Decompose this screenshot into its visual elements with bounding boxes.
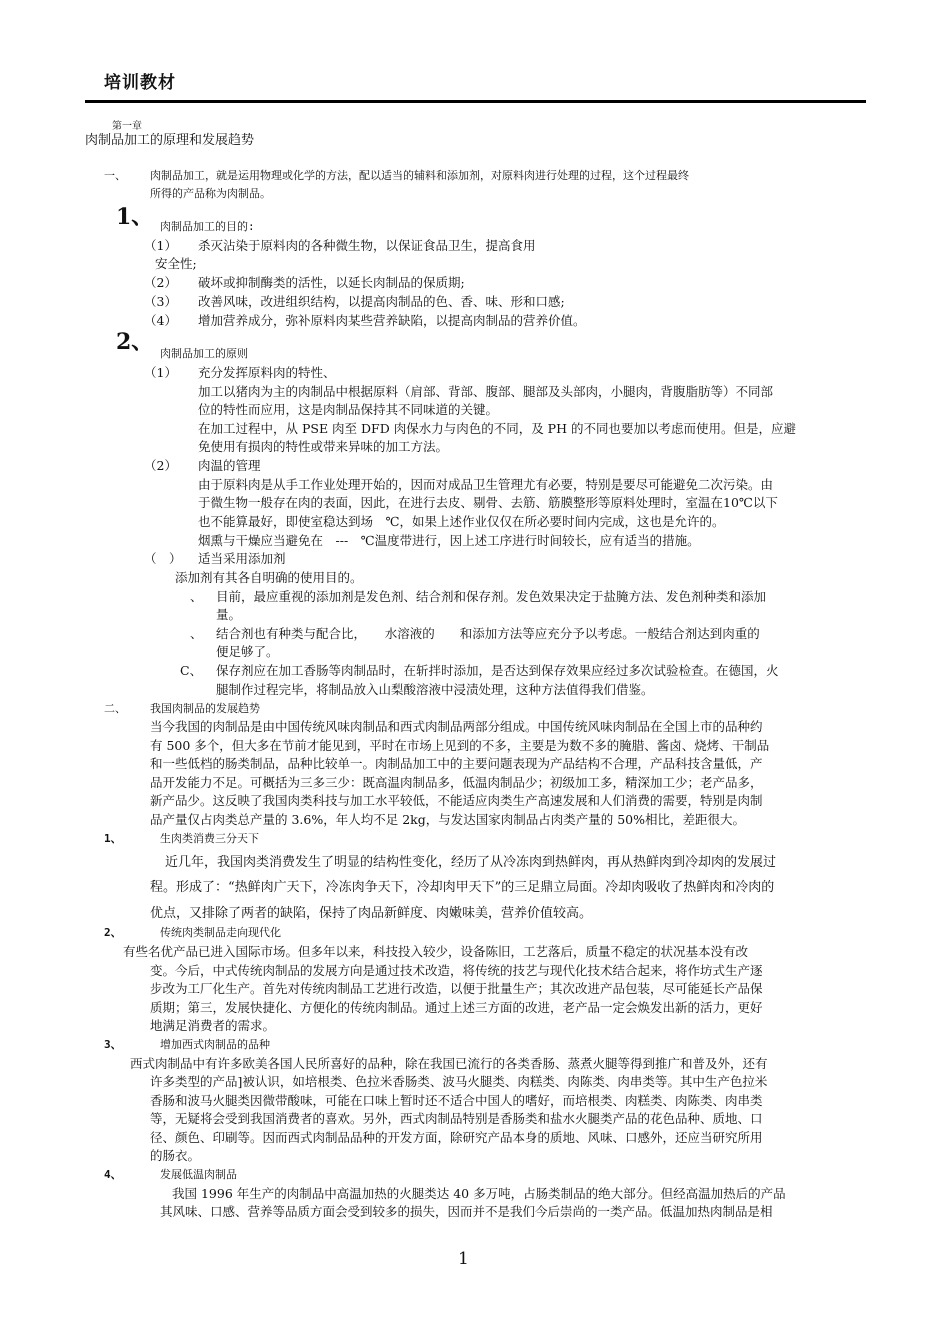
- paragraph-line: 西式肉制品中有许多欧美各国人民所喜好的品种，除在我国已流行的各类香肠、蒸煮火腿等得到推广和普及外，还有: [130, 1056, 768, 1071]
- paragraph-line: 我国 1996 年生产的肉制品中高温加热的火腿类达 40 多万吨，占肠类制品的绝大部分。但经高温加热后的产品: [172, 1186, 786, 1201]
- item-number: （1）: [144, 365, 177, 380]
- item-text: 改善风味，改进组织结构，以提高肉制品的色、香、味、形和口感;: [198, 294, 565, 309]
- header-rule: [85, 100, 866, 103]
- item-number: （4）: [144, 313, 177, 328]
- chapter-title: 肉制品加工的原理和发展趋势: [85, 133, 255, 148]
- paragraph-line: 品产量仅占肉类总产量的 3.6%，年人均不足 2kg，与发达国家肉制品占肉类产量的 50%相比，差距很大。: [150, 812, 745, 827]
- doc-header: 培训教材: [104, 73, 176, 93]
- item-text: 结合剂也有种类与配合比， 水溶液的 和添加方法等应充分予以考虑。一般结合剂达到肉重的: [216, 626, 760, 641]
- item-text: 量。: [216, 607, 242, 622]
- paragraph-line: 在加工过程中，从 PSE 肉至 DFD 肉保水力与肉色的不同，及 PH 的不同也要加以考虑而使用。但是，应避: [198, 421, 796, 436]
- paragraph-line: 位的特性而应用，这是肉制品保持其不同味道的关键。: [198, 402, 499, 417]
- subsection-title: 肉制品加工的目的:: [160, 220, 255, 233]
- paragraph-line: 步改为工厂化生产。首先对传统肉制品工艺进行改造，以便于批量生产；其次改进产品包装，尽可能延长产品保: [150, 981, 763, 996]
- paragraph-line: 的肠衣。: [150, 1148, 201, 1163]
- subsection-number: 1、: [104, 832, 122, 845]
- subsection-number: 3、: [104, 1038, 122, 1051]
- item-title: 肉温的管理: [198, 458, 261, 473]
- paragraph-line: 近几年，我国肉类消费发生了明显的结构性变化，经历了从冷冻肉到热鲜肉，再从热鲜肉到冷却肉的发展过: [165, 855, 777, 870]
- paragraph-line: 香肠和波马火腿类因微带酸味，可能在口味上暂时还不适合中国人的嗜好，而培根类、肉糕类、肉陈类、肉串类: [150, 1093, 763, 1108]
- item-number: C、: [180, 663, 203, 678]
- paragraph-line: 其风味、口感、营养等品质方面会受到较多的损失，因而并不是我们今后崇尚的一类产品。低温加热肉制品是相: [160, 1204, 773, 1219]
- paragraph-line: 由于原料肉是从手工作业处理开始的，因而对成品卫生管理尤有必要，特别是要尽可能避免二次污染。由: [198, 477, 774, 492]
- paragraph-line: 许多类型的产品]被认识，如培根类、色拉米香肠类、波马火腿类、肉糕类、肉陈类、肉串类等。其中生产色拉米: [150, 1074, 768, 1089]
- subsection-number: 2、: [116, 329, 154, 355]
- paragraph-line: 当今我国的肉制品是由中国传统风味肉制品和西式肉制品两部分组成。中国传统风味肉制品在全国上市的品种约: [150, 719, 763, 734]
- paragraph-line: 变。今后，中式传统肉制品的发展方向是通过技术改造，将传统的技艺与现代化技术结合起来，将作坊式生产逐: [150, 963, 763, 978]
- item-text: 目前，最应重视的添加剂是发色剂、结合剂和保存剂。发色效果决定于盐腌方法、发色剂种类和添加: [216, 589, 767, 604]
- item-title: 适当采用添加剂: [198, 551, 286, 566]
- paragraph-line: 添加剂有其各自明确的使用目的。: [175, 570, 363, 585]
- paragraph-line: 免使用有损肉的特性或带来异味的加工方法。: [198, 439, 449, 454]
- paragraph-line: 品开发能力不足。可概括为三多三少：既高温肉制品多，低温肉制品少；初级加工多，精深加工少；老产品多，: [150, 775, 763, 790]
- item-text: 腿制作过程完毕，将制品放入山梨酸溶液中浸渍处理，这种方法值得我们借鉴。: [216, 682, 654, 697]
- subsection-title: 生肉类消费三分天下: [160, 832, 259, 845]
- paragraph-line: 加工以猪肉为主的肉制品中根据原料（肩部、背部、腹部、腿部及头部肉，小腿肉，背腹脂肪等）不同部: [198, 384, 774, 399]
- paragraph-line: 优点，又排除了两者的缺陷，保持了肉品新鲜度、肉嫩味美，营养价值较高。: [150, 906, 593, 921]
- item-text: 破坏或抑制酶类的活性，以延长肉制品的保质期;: [198, 275, 465, 290]
- section-number: 二、: [104, 702, 126, 715]
- item-number: （2）: [144, 275, 177, 290]
- paragraph-line: 于微生物一般存在肉的表面，因此，在进行去皮、剔骨、去筋、筋膜整形等原料处理时，室温在10℃以下: [198, 495, 778, 510]
- subsection-number: 1、: [116, 204, 154, 230]
- subsection-title: 发展低温肉制品: [160, 1168, 237, 1181]
- item-number: （3）: [144, 294, 177, 309]
- paragraph-line: 烟熏与干燥应当避免在 --- ℃温度带进行，因上述工序进行时间较长，应有适当的措施。: [198, 533, 700, 548]
- item-text: 杀灭沾染于原料肉的各种微生物，以保证食品卫生，提高食用: [198, 238, 536, 253]
- paragraph-line: 新产品少。这反映了我国肉类科技与加工水平较低，不能适应肉类生产高速发展和人们消费的需要，特别是肉制: [150, 793, 763, 808]
- chapter-label: 第一章: [112, 121, 142, 132]
- paragraph-line: 质期；第三，发展快捷化、方便化的传统肉制品。通过上述三方面的改进，老产品一定会焕发出新的活力，更好: [150, 1000, 763, 1015]
- paragraph-line: 径、颜色、印刷等。因而西式肉制品品种的开发方面，除研究产品本身的质地、风味、口感外，还应当研究所用: [150, 1130, 763, 1145]
- subsection-title: 传统肉类制品走向现代化: [160, 926, 281, 939]
- item-title: 充分发挥原料肉的特性、: [198, 365, 336, 380]
- item-number: 、: [190, 589, 203, 604]
- page-number: 1: [458, 1249, 469, 1269]
- paragraph-line: 肉制品加工，就是运用物理或化学的方法，配以适当的辅料和添加剂，对原料肉进行处理的过程，这个过程最终: [150, 169, 689, 182]
- paragraph-line: 有些名优产品已进入国际市场。但多年以来，科技投入较少，设备陈旧，工艺落后，质量不稳定的状况基本没有改: [123, 944, 749, 959]
- subsection-number: 4、: [104, 1168, 122, 1181]
- section-title: 我国肉制品的发展趋势: [150, 702, 260, 715]
- paragraph-line: 等，无疑将会受到我国消费者的喜欢。另外，西式肉制品特别是香肠类和盐水火腿类产品的花色品种、质地、口: [150, 1111, 763, 1126]
- section-number: 一、: [104, 169, 126, 182]
- paragraph-line: 程。形成了：“热鲜肉广天下，冷冻肉争天下，冷却肉甲天下”的三足鼎立局面。冷却肉吸收了热鲜肉和冷肉的: [150, 880, 775, 895]
- subsection-title: 增加西式肉制品的品种: [160, 1038, 270, 1051]
- paragraph-line: 有 500 多个，但大多在节前才能见到，平时在市场上见到的不多，主要是为数不多的腌腊、酱卤、烧烤、干制品: [150, 738, 770, 753]
- item-text: 安全性;: [155, 256, 197, 271]
- item-text: 增加营养成分，弥补原料肉某些营养缺陷，以提高肉制品的营养价值。: [198, 313, 586, 328]
- item-number: （ ）: [144, 551, 182, 566]
- paragraph-line: 所得的产品称为肉制品。: [150, 187, 271, 200]
- paragraph-line: 地满足消费者的需求。: [150, 1018, 276, 1033]
- subsection-title: 肉制品加工的原则: [160, 347, 248, 360]
- item-number: 、: [190, 626, 203, 641]
- paragraph-line: 也不能算最好，即使室稳达到场 ℃，如果上述作业仅仅在所必要时间内完成，这也是允许的。: [198, 514, 725, 529]
- subsection-number: 2、: [104, 926, 122, 939]
- item-number: （2）: [144, 458, 177, 473]
- paragraph-line: 和一些低档的肠类制品，品种比较单一。肉制品加工中的主要问题表现为产品结构不合理，产品科技含量低，产: [150, 756, 763, 771]
- item-text: 保存剂应在加工香肠等肉制品时，在斩拌时添加，是否达到保存效果应经过多次试验检查。在德国，火: [216, 663, 779, 678]
- item-number: （1）: [144, 238, 177, 253]
- item-text: 便足够了。: [216, 644, 279, 659]
